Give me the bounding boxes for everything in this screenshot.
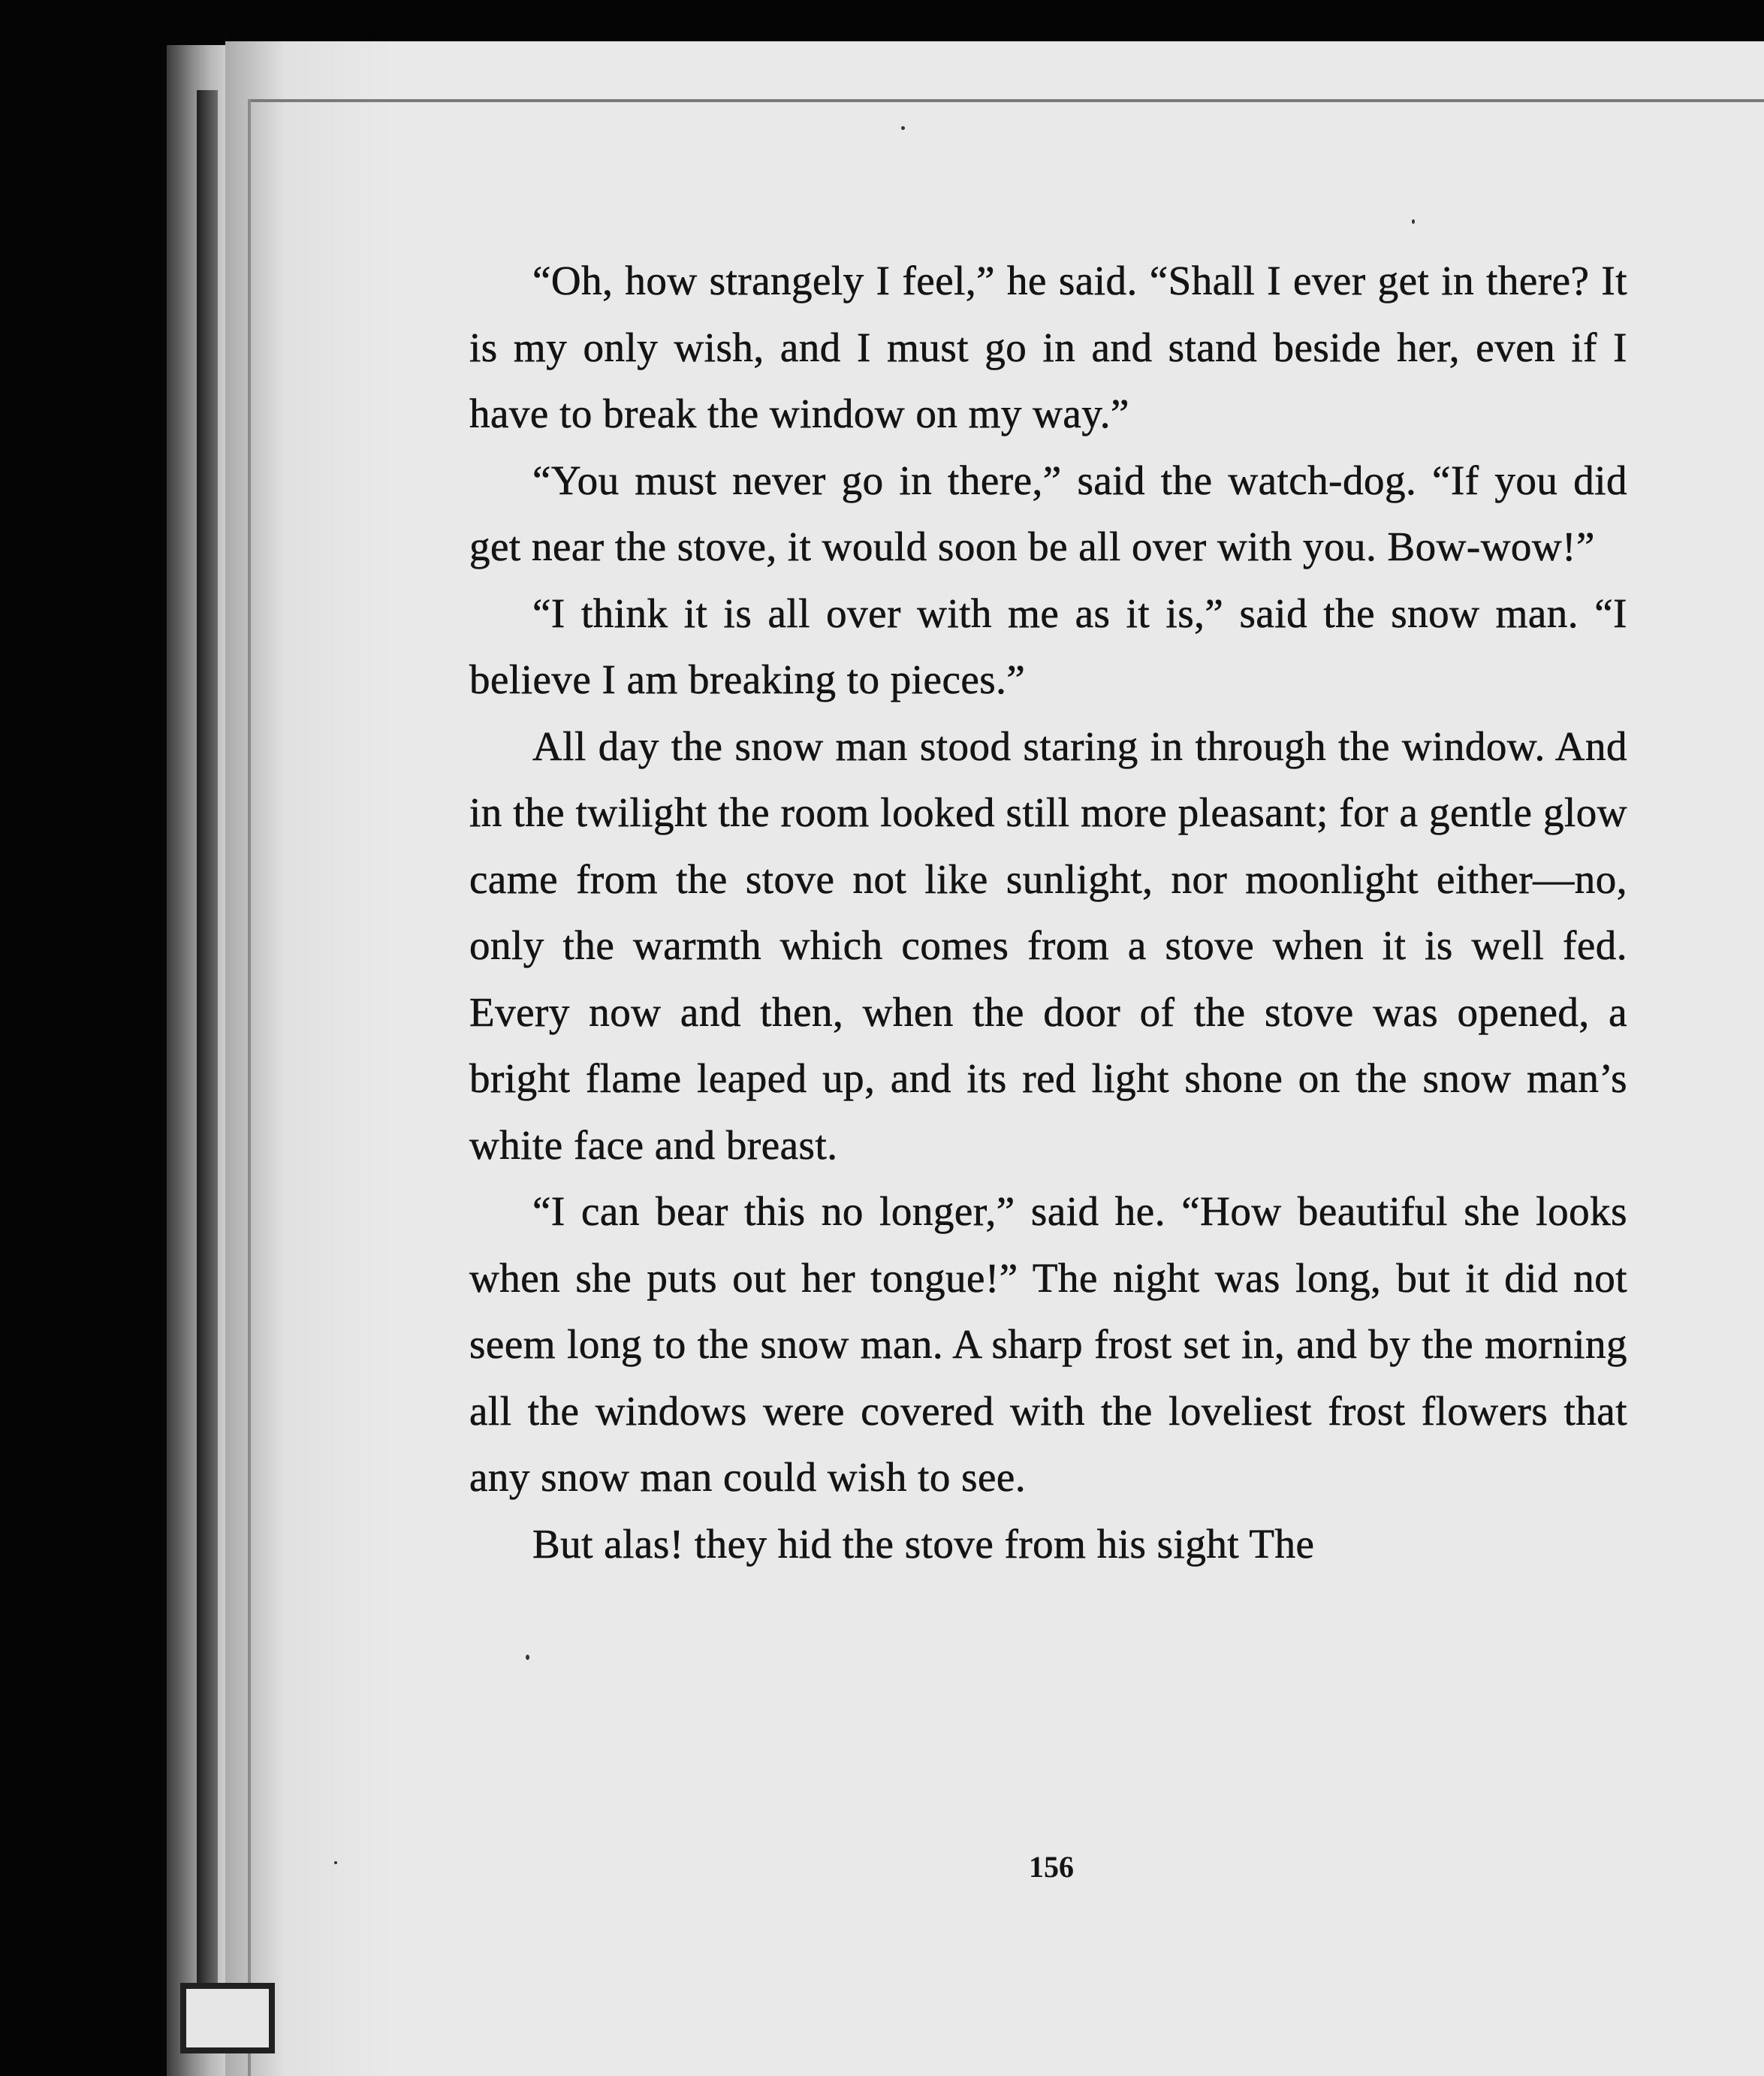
dust-speck [1412, 219, 1415, 224]
paragraph: “I can bear this no longer,” said he. “How beautiful she looks when she puts out her tongue!” The night was long, but it did not seem long to the snow man. A sharp frost set in, and by the morning all the windows were covered with the loveliest frost flowers that any snow man could wish to see. [469, 1188, 1627, 1500]
paragraph: “You must never go in there,” said the watch-dog. “If you did get near the stove, it would soon be all over with you. Bow-wow!” [469, 457, 1627, 569]
dust-speck [901, 126, 905, 130]
paragraph: All day the snow man stood staring in through the window. And in the twilight the room looked still more pleasant; for a gentle glow came from the stove not like sunlight, nor moonlight either—no, only the warmth which comes from a stove when it is well fed. Every now and then, when the door of the stove was opened, a bright flame leaped up, and its red light shone on the snow man’s white face and breast. [469, 723, 1627, 1168]
paragraph: “Oh, how strangely I feel,” he said. “Shall I ever get in there? It is my only wish, and I must go in and stand beside her, even if I have to break the window on my way.” [469, 258, 1627, 436]
paragraph: “I think it is all over with me as it is,” said the snow man. “I believe I am breaking to pieces.” [469, 590, 1627, 702]
binding-tab [180, 1983, 275, 2053]
dust-speck [334, 1861, 337, 1864]
body-text [469, 248, 1627, 1577]
page-number: 156 [1029, 1850, 1074, 1884]
page-edge-top [248, 99, 1764, 102]
page-edge-left [248, 99, 251, 2076]
book-spine-shadow [197, 90, 218, 2013]
paragraph: But alas! they hid the stove from his sight The [532, 1520, 1315, 1567]
dust-speck [526, 1655, 529, 1660]
